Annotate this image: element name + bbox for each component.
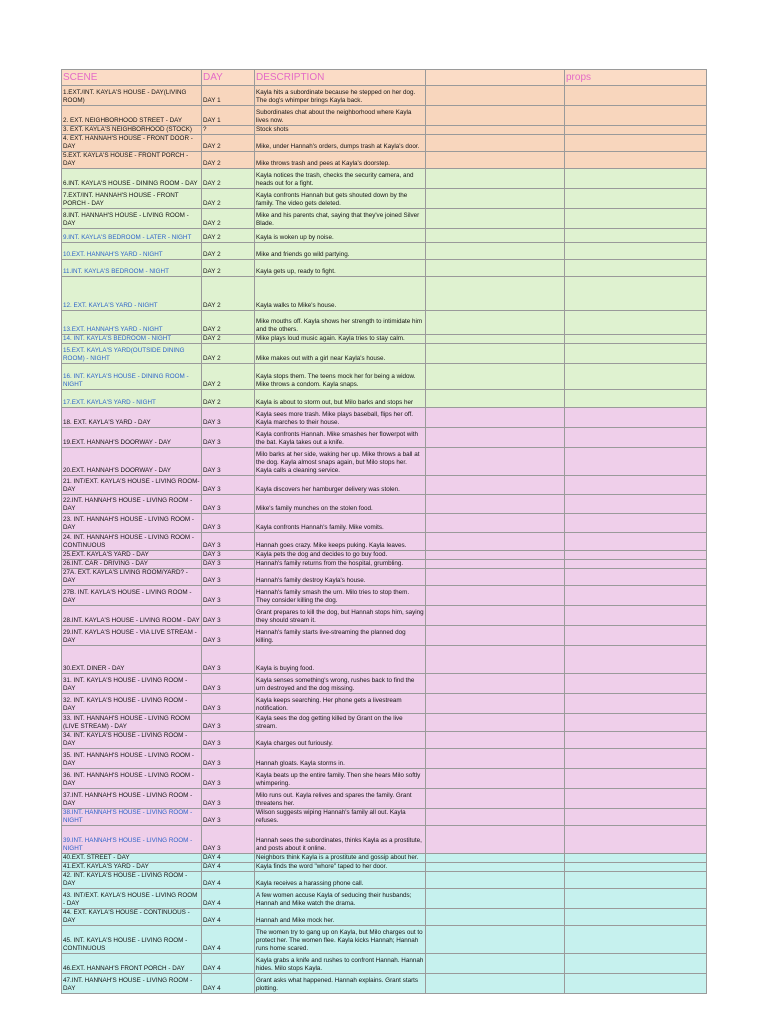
table-row [62,106,707,126]
scene-cell[interactable]: 39.INT. HANNAH'S HOUSE - LIVING ROOM - NIGHT [62,826,202,854]
props-cell[interactable] [565,243,707,260]
empty-cell[interactable] [426,863,565,872]
empty-cell[interactable] [426,169,565,189]
scene-cell[interactable]: 16. INT. KAYLA'S HOUSE - DINING ROOM - NIGHT [62,364,202,390]
table-row [62,135,707,152]
description-cell[interactable]: Grant asks what happened. Hannah explains. Grant starts plotting. [255,974,426,994]
scene-cell[interactable]: 45. INT. KAYLA'S HOUSE - LIVING ROOM - CONTINUOUS [62,926,202,954]
scene-cell[interactable]: 17.EXT. KAYLA'S YARD - NIGHT [62,390,202,408]
table-row [62,311,707,335]
scene-cell[interactable]: 25.EXT. KAYLA'S YARD - DAY [62,551,202,560]
description-cell[interactable]: Kayla sees more trash. Mike plays baseball, flips her off. Kayla marches to their house. [255,408,426,428]
scene-cell[interactable]: 7.EXT/INT. HANNAH'S HOUSE - FRONT PORCH - DAY [62,189,202,209]
scene-cell[interactable]: 14. INT. KAYLA'S BEDROOM - NIGHT [62,335,202,344]
empty-cell[interactable] [426,732,565,749]
description-cell[interactable]: The women try to gang up on Kayla, but Milo charges out to protect her. The women flee. Kayla kicks Hannah; Hannah runs home scared. [255,926,426,954]
day-cell[interactable]: DAY 3 [202,626,255,646]
scene-cell[interactable]: 5.EXT. KAYLA'S HOUSE - FRONT PORCH - DAY [62,152,202,169]
props-cell[interactable] [565,260,707,277]
description-cell[interactable]: Kayla discovers her hamburger delivery was stolen. [255,476,426,495]
props-cell[interactable] [565,551,707,560]
day-cell[interactable]: DAY 2 [202,344,255,364]
scene-cell[interactable]: 42. INT. KAYLA'S HOUSE - LIVING ROOM - DAY [62,872,202,889]
empty-cell[interactable] [426,749,565,769]
table-row [62,428,707,448]
empty-cell[interactable] [426,974,565,994]
scene-cell[interactable]: 29.INT. KAYLA'S HOUSE - VIA LIVE STREAM - DAY [62,626,202,646]
description-cell[interactable]: Kayla senses something's wrong, rushes back to find the urn destroyed and the dog missing. [255,674,426,694]
props-cell[interactable] [565,152,707,169]
scene-cell[interactable]: 33. INT. HANNAH'S HOUSE - LIVING ROOM (LIVE STREAM) - DAY [62,714,202,732]
table-body [62,86,707,994]
props-header-cell[interactable]: props [565,70,707,86]
day-cell[interactable]: DAY 2 [202,229,255,243]
description-cell[interactable]: Kayla grabs a knife and rushes to confront Hannah. Hannah hides. Milo stops Kayla. [255,954,426,974]
empty-cell[interactable] [426,152,565,169]
day-cell[interactable]: DAY 3 [202,826,255,854]
table-row [62,86,707,106]
empty-cell[interactable] [426,854,565,863]
day-cell[interactable]: DAY 4 [202,854,255,863]
props-cell[interactable] [565,889,707,909]
day-cell[interactable]: DAY 3 [202,606,255,626]
props-cell[interactable] [565,826,707,854]
day-cell[interactable]: DAY 3 [202,569,255,586]
description-cell[interactable]: Kayla gets up, ready to fight. [255,260,426,277]
description-cell[interactable]: Mike's family munches on the stolen food. [255,495,426,514]
empty-cell[interactable] [426,243,565,260]
day-cell[interactable]: DAY 3 [202,408,255,428]
scene-cell[interactable]: 13.EXT. HANNAH'S YARD - NIGHT [62,311,202,335]
day-cell[interactable]: DAY 3 [202,646,255,674]
day-cell[interactable]: DAY 4 [202,954,255,974]
table-row [62,909,707,926]
empty-cell[interactable] [426,428,565,448]
day-cell[interactable]: DAY 3 [202,674,255,694]
table-row [62,344,707,364]
description-cell[interactable]: Mike and friends go wild partying. [255,243,426,260]
header-row [62,70,707,86]
scene-cell[interactable]: 21. INT/EXT. KAYLA'S HOUSE - LIVING ROOM- DAY [62,476,202,495]
props-cell[interactable] [565,135,707,152]
day-cell[interactable]: DAY 3 [202,694,255,714]
scene-cell[interactable]: 10.EXT. HANNAH'S YARD - NIGHT [62,243,202,260]
day-cell[interactable]: DAY 3 [202,809,255,826]
table-row [62,277,707,311]
props-cell[interactable] [565,872,707,889]
table-row [62,189,707,209]
scene-cell[interactable]: 46.EXT. HANNAH'S FRONT PORCH - DAY [62,954,202,974]
day-cell[interactable]: DAY 2 [202,243,255,260]
empty-cell[interactable] [426,694,565,714]
table-row [62,872,707,889]
description-cell[interactable]: Hannah goes crazy. Mike keeps puking. Kayla leaves. [255,533,426,551]
day-cell[interactable]: DAY 2 [202,169,255,189]
day-cell[interactable]: DAY 3 [202,533,255,551]
day-cell[interactable]: DAY 2 [202,364,255,390]
props-cell[interactable] [565,694,707,714]
scene-header-cell[interactable]: SCENE [62,70,202,86]
props-cell[interactable] [565,714,707,732]
table-row [62,732,707,749]
description-cell[interactable]: Wilson suggests wiping Hannah's family all out. Kayla refuses. [255,809,426,826]
empty-cell[interactable] [426,926,565,954]
table-row [62,863,707,872]
day-cell[interactable]: DAY 2 [202,335,255,344]
props-cell[interactable] [565,674,707,694]
scene-cell[interactable]: 34. INT. KAYLA'S HOUSE - LIVING ROOM - DAY [62,732,202,749]
day-cell[interactable]: DAY 4 [202,909,255,926]
props-cell[interactable] [565,209,707,229]
description-cell[interactable]: Mike plays loud music again. Kayla tries to stay calm. [255,335,426,344]
description-cell[interactable]: Kayla notices the trash, checks the security camera, and heads out for a fight. [255,169,426,189]
day-cell[interactable]: DAY 3 [202,560,255,569]
table-row [62,569,707,586]
day-cell[interactable]: DAY 3 [202,428,255,448]
props-cell[interactable] [565,569,707,586]
empty-cell[interactable] [426,476,565,495]
empty-cell[interactable] [426,209,565,229]
scene-cell[interactable]: 20.EXT. HANNAH'S DOORWAY - DAY [62,448,202,476]
scene-cell[interactable]: 41.EXT. KAYLA'S YARD - DAY [62,863,202,872]
scene-cell[interactable]: 28.INT. KAYLA'S HOUSE - LIVING ROOM - DAY [62,606,202,626]
description-cell[interactable]: Milo runs out. Kayla relives and spares the family. Grant threatens her. [255,789,426,809]
empty-cell[interactable] [426,106,565,126]
scene-cell[interactable]: 23. INT. HANNAH'S HOUSE - LIVING ROOM - DAY [62,514,202,533]
day-cell[interactable]: DAY 3 [202,789,255,809]
props-cell[interactable] [565,448,707,476]
scene-cell[interactable]: 27B. INT. KAYLA'S HOUSE - LIVING ROOM - DAY [62,586,202,606]
day-cell[interactable]: DAY 2 [202,277,255,311]
day-cell[interactable]: DAY 1 [202,106,255,126]
table-row [62,126,707,135]
scene-cell[interactable]: 6.INT. KAYLA'S HOUSE - DINING ROOM - DAY [62,169,202,189]
scene-cell[interactable]: 22.INT. HANNAH'S HOUSE - LIVING ROOM - DAY [62,495,202,514]
empty-cell[interactable] [426,569,565,586]
props-cell[interactable] [565,626,707,646]
table-row [62,809,707,826]
day-cell[interactable]: DAY 4 [202,863,255,872]
scene-cell[interactable]: 4. EXT. HANNAH'S HOUSE - FRONT DOOR - DAY [62,135,202,152]
table-row [62,364,707,390]
description-cell[interactable]: Hannah's family returns from the hospital, grumbling. [255,560,426,569]
description-cell[interactable]: Grant prepares to kill the dog, but Hannah stops him, saying they should stream it. [255,606,426,626]
description-cell[interactable]: Mike makes out with a girl near Kayla's house. [255,344,426,364]
scene-cell[interactable]: 35. INT. HANNAH'S HOUSE - LIVING ROOM - DAY [62,749,202,769]
scene-cell[interactable]: 18. EXT. KAYLA'S YARD - DAY [62,408,202,428]
props-cell[interactable] [565,926,707,954]
description-cell[interactable]: Mike mouths off. Kayla shows her strength to intimidate him and the others. [255,311,426,335]
table-row [62,551,707,560]
empty-cell[interactable] [426,364,565,390]
scene-cell[interactable]: 26.INT. CAR - DRIVING - DAY [62,560,202,569]
description-cell[interactable]: Kayla pets the dog and decides to go buy food. [255,551,426,560]
props-cell[interactable] [565,476,707,495]
props-cell[interactable] [565,390,707,408]
props-cell[interactable] [565,909,707,926]
description-cell[interactable]: Kayla is woken up by noise. [255,229,426,243]
scene-cell[interactable]: 44. EXT. KAYLA'S HOUSE - CONTINUOUS - DAY [62,909,202,926]
table-row [62,674,707,694]
props-cell[interactable] [565,408,707,428]
scene-cell[interactable]: 3. EXT. KAYLA'S NEIGHBORHOOD (STOCK) [62,126,202,135]
empty-cell[interactable] [426,408,565,428]
scene-cell[interactable]: 43. INT/EXT. KAYLA'S HOUSE - LIVING ROOM - DAY [62,889,202,909]
props-cell[interactable] [565,311,707,335]
scene-cell[interactable]: 2. EXT. NEIGHBORHOOD STREET - DAY [62,106,202,126]
description-cell[interactable]: Kayla hits a subordinate because he stepped on her dog. The dog's whimper brings Kayla back. [255,86,426,106]
props-cell[interactable] [565,189,707,209]
description-cell[interactable]: Kayla finds the word "whore" taped to her door. [255,863,426,872]
table-row [62,954,707,974]
description-cell[interactable]: Kayla sees the dog getting killed by Grant on the live stream. [255,714,426,732]
table-row [62,606,707,626]
scene-cell[interactable]: 15.EXT. KAYLA'S YARD(OUTSIDE DINING ROOM) - NIGHT [62,344,202,364]
props-cell[interactable] [565,769,707,789]
table-row [62,209,707,229]
day-cell[interactable]: DAY 3 [202,495,255,514]
scene-cell[interactable]: 31. INT. KAYLA'S HOUSE - LIVING ROOM - DAY [62,674,202,694]
scene-cell[interactable]: 8.INT. HANNAH'S HOUSE - LIVING ROOM - DAY [62,209,202,229]
description-cell[interactable]: Milo barks at her side, waking her up. Mike throws a ball at the dog. Kayla almost snaps again, but Milo stops her. Kayla calls a cleaning service. [255,448,426,476]
description-cell[interactable]: Mike, under Hannah's orders, dumps trash at Kayla's door. [255,135,426,152]
day-cell[interactable]: DAY 2 [202,260,255,277]
table-row [62,714,707,732]
empty-cell[interactable] [426,86,565,106]
day-cell[interactable]: DAY 3 [202,749,255,769]
empty-cell[interactable] [426,872,565,889]
table-row [62,243,707,260]
day-cell[interactable]: DAY 3 [202,769,255,789]
description-cell[interactable]: Kayla confronts Hannah but gets shouted down by the family. The video gets deleted. [255,189,426,209]
props-cell[interactable] [565,560,707,569]
empty-cell[interactable] [426,135,565,152]
blank-header-cell[interactable] [426,70,565,86]
day-cell[interactable]: DAY 2 [202,135,255,152]
empty-cell[interactable] [426,560,565,569]
table-row [62,586,707,606]
day-cell[interactable]: DAY 4 [202,974,255,994]
props-cell[interactable] [565,863,707,872]
day-cell[interactable]: DAY 4 [202,889,255,909]
empty-cell[interactable] [426,390,565,408]
scene-cell[interactable]: 19.EXT. HANNAH'S DOORWAY - DAY [62,428,202,448]
description-cell[interactable]: Kayla stops them. The teens mock her for being a widow. Mike throws a condom. Kayla snaps. [255,364,426,390]
empty-cell[interactable] [426,533,565,551]
table-row [62,826,707,854]
empty-cell[interactable] [426,714,565,732]
description-cell[interactable]: Hannah sees the subordinates, thinks Kayla as a prostitute, and posts about it online. [255,826,426,854]
props-cell[interactable] [565,732,707,749]
table-row [62,854,707,863]
day-cell[interactable]: DAY 4 [202,872,255,889]
props-cell[interactable] [565,335,707,344]
scene-cell[interactable]: 1.EXT./INT. KAYLA'S HOUSE - DAY(LIVING ROOM) [62,86,202,106]
props-cell[interactable] [565,106,707,126]
day-cell[interactable]: DAY 2 [202,209,255,229]
table-row [62,626,707,646]
props-cell[interactable] [565,344,707,364]
table-row [62,229,707,243]
empty-cell[interactable] [426,551,565,560]
day-cell[interactable]: DAY 1 [202,86,255,106]
props-cell[interactable] [565,169,707,189]
props-cell[interactable] [565,789,707,809]
props-cell[interactable] [565,428,707,448]
day-cell[interactable]: DAY 2 [202,390,255,408]
description-cell[interactable]: Hannah's family destroy Kayla's house. [255,569,426,586]
table-row [62,260,707,277]
empty-cell[interactable] [426,448,565,476]
scene-cell[interactable]: 40.EXT. STREET - DAY [62,854,202,863]
day-cell[interactable]: DAY 3 [202,551,255,560]
empty-cell[interactable] [426,514,565,533]
table-row [62,390,707,408]
empty-cell[interactable] [426,674,565,694]
scene-cell[interactable]: 24. INT. HANNAH'S HOUSE - LIVING ROOM - CONTINUOUS [62,533,202,551]
empty-cell[interactable] [426,260,565,277]
description-cell[interactable]: Kayla confronts Hannah. Mike smashes her flowerpot with the bat. Kayla takes out a knife. [255,428,426,448]
empty-cell[interactable] [426,344,565,364]
props-cell[interactable] [565,514,707,533]
table-row [62,533,707,551]
empty-cell[interactable] [426,606,565,626]
table-row [62,335,707,344]
scene-cell[interactable]: 32. INT. KAYLA'S HOUSE - LIVING ROOM - DAY [62,694,202,714]
day-cell[interactable]: DAY 4 [202,926,255,954]
empty-cell[interactable] [426,769,565,789]
empty-cell[interactable] [426,335,565,344]
props-cell[interactable] [565,229,707,243]
day-cell[interactable]: DAY 3 [202,476,255,495]
description-cell[interactable]: Mike and his parents chat, saying that they've joined Silver Blade. [255,209,426,229]
scene-cell[interactable]: 11.INT. KAYLA'S BEDROOM - NIGHT [62,260,202,277]
description-cell[interactable]: Mike throws trash and pees at Kayla's doorstep. [255,152,426,169]
table-row [62,560,707,569]
day-cell[interactable]: DAY 3 [202,514,255,533]
empty-cell[interactable] [426,626,565,646]
description-cell[interactable]: Hannah gloats. Kayla storms in. [255,749,426,769]
props-cell[interactable] [565,606,707,626]
table-row [62,694,707,714]
empty-cell[interactable] [426,126,565,135]
empty-cell[interactable] [426,826,565,854]
empty-cell[interactable] [426,311,565,335]
props-cell[interactable] [565,854,707,863]
day-cell[interactable]: ? [202,126,255,135]
props-cell[interactable] [565,126,707,135]
empty-cell[interactable] [426,809,565,826]
day-cell[interactable]: DAY 3 [202,732,255,749]
scene-cell[interactable]: 30.EXT. DINER - DAY [62,646,202,674]
table-row [62,889,707,909]
description-cell[interactable]: A few women accuse Kayla of seducing their husbands; Hannah and Mike watch the drama. [255,889,426,909]
description-cell[interactable]: Stock shots [255,126,426,135]
empty-cell[interactable] [426,889,565,909]
table-row [62,476,707,495]
empty-cell[interactable] [426,189,565,209]
empty-cell[interactable] [426,229,565,243]
empty-cell[interactable] [426,277,565,311]
day-cell[interactable]: DAY 2 [202,189,255,209]
props-cell[interactable] [565,277,707,311]
day-cell[interactable]: DAY 2 [202,152,255,169]
description-cell[interactable]: Kayla walks to Mike's house. [255,277,426,311]
empty-cell[interactable] [426,909,565,926]
screenplay-breakdown-table [61,69,707,994]
table-row [62,152,707,169]
props-cell[interactable] [565,974,707,994]
scene-cell[interactable]: 12. EXT. KAYLA'S YARD - NIGHT [62,277,202,311]
table-row [62,926,707,954]
description-cell[interactable]: Kayla keeps searching. Her phone gets a livestream notification. [255,694,426,714]
props-cell[interactable] [565,954,707,974]
scene-cell[interactable]: 27A. EXT. KAYLA'S LIVING ROOM/YARD? - DAY [62,569,202,586]
description-cell[interactable]: Hannah's family smash the urn. Milo tries to stop them. They consider killing the dog. [255,586,426,606]
table-row [62,448,707,476]
description-cell[interactable]: Kayla beats up the entire family. Then she hears Milo softly whimpering. [255,769,426,789]
day-cell[interactable]: DAY 2 [202,311,255,335]
scene-cell[interactable]: 38.INT. HANNAH'S HOUSE - LIVING ROOM - NIGHT [62,809,202,826]
day-cell[interactable]: DAY 3 [202,586,255,606]
table-row [62,514,707,533]
scene-cell[interactable]: 37.INT. HANNAH'S HOUSE - LIVING ROOM -DAY [62,789,202,809]
props-cell[interactable] [565,364,707,390]
day-header-cell[interactable]: DAY [202,70,255,86]
table-row [62,169,707,189]
day-cell[interactable]: DAY 3 [202,448,255,476]
description-cell[interactable]: Kayla charges out furiously. [255,732,426,749]
empty-cell[interactable] [426,954,565,974]
description-cell[interactable]: Kayla is about to storm out, but Milo barks and stops her [255,390,426,408]
description-cell[interactable]: Hannah and Mike mock her. [255,909,426,926]
props-cell[interactable] [565,749,707,769]
description-cell[interactable]: Kayla confronts Hannah's family. Mike vomits. [255,514,426,533]
empty-cell[interactable] [426,586,565,606]
table-row [62,789,707,809]
description-cell[interactable]: Subordinates chat about the neighborhood where Kayla lives now. [255,106,426,126]
description-cell[interactable]: Hannah's family starts live-streaming the planned dog killing. [255,626,426,646]
props-cell[interactable] [565,495,707,514]
scene-cell[interactable]: 9.INT. KAYLA'S BEDROOM - LATER - NIGHT [62,229,202,243]
props-cell[interactable] [565,646,707,674]
empty-cell[interactable] [426,495,565,514]
empty-cell[interactable] [426,789,565,809]
table-row [62,769,707,789]
table-row [62,408,707,428]
description-header-cell[interactable]: DESCRIPTION [255,70,426,86]
props-cell[interactable] [565,809,707,826]
description-cell[interactable]: Kayla receives a harassing phone call. [255,872,426,889]
table-row [62,974,707,994]
scene-cell[interactable]: 36. INT. HANNAH'S HOUSE - LIVING ROOM - DAY [62,769,202,789]
scene-cell[interactable]: 47.INT. HANNAH'S HOUSE - LIVING ROOM - DAY [62,974,202,994]
table-row [62,646,707,674]
description-cell[interactable]: Neighbors think Kayla is a prostitute and gossip about her. [255,854,426,863]
table-row [62,749,707,769]
day-cell[interactable]: DAY 3 [202,714,255,732]
props-cell[interactable] [565,533,707,551]
props-cell[interactable] [565,86,707,106]
table-row [62,495,707,514]
props-cell[interactable] [565,586,707,606]
empty-cell[interactable] [426,646,565,674]
description-cell[interactable]: Kayla is buying food. [255,646,426,674]
